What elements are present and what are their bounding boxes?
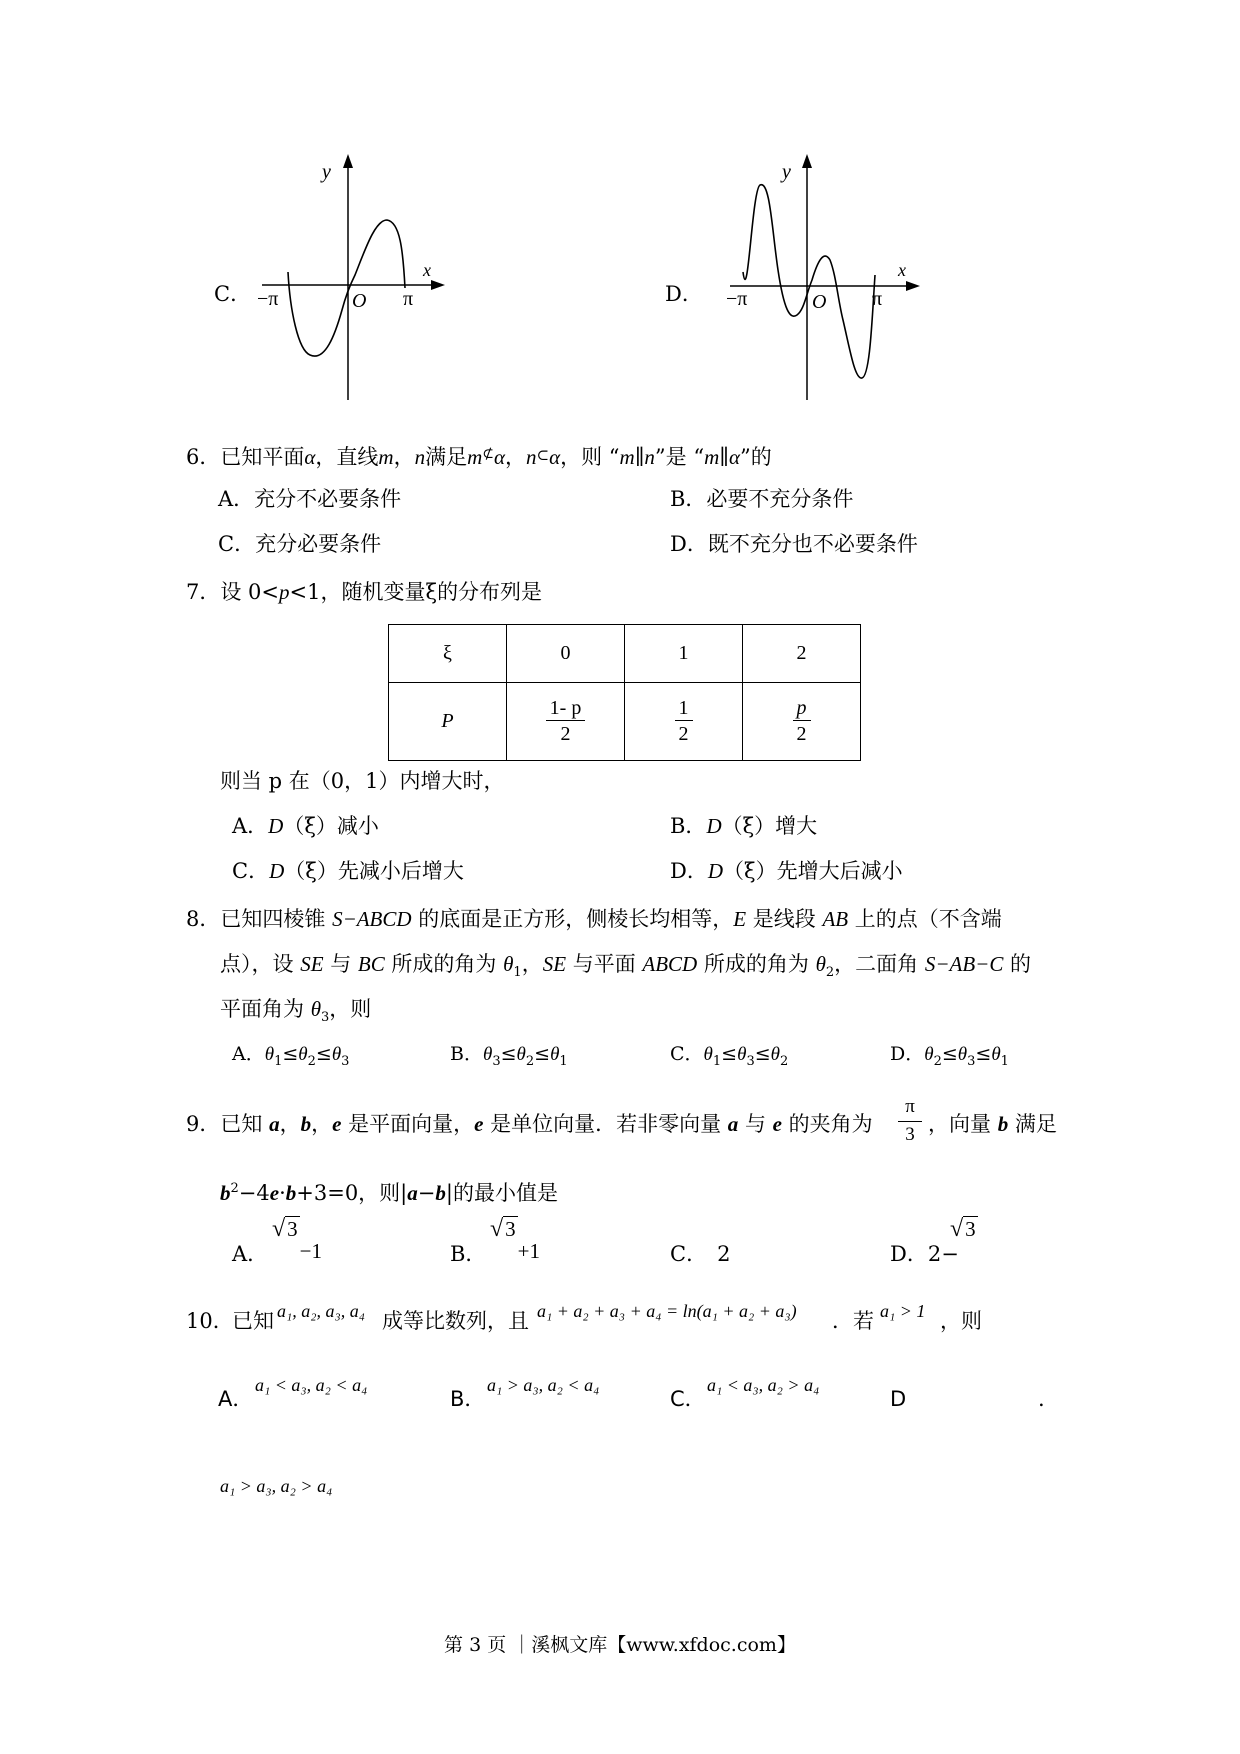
q7-text: <1，随机变量: [289, 580, 426, 604]
fraction: [546, 696, 586, 747]
q8-option-c: C．$\theta_1\le\theta_3\le\theta_2$: [670, 1043, 789, 1069]
q7-d: D: [706, 814, 722, 838]
table-cell: 2: [743, 625, 861, 683]
graph-c-label: C．: [214, 282, 252, 306]
q8-theta: θ: [924, 1044, 934, 1065]
q9-number: 9．: [186, 1112, 221, 1136]
graph-c-y-arrow: [343, 154, 353, 168]
option-text: （ξ）增大: [721, 814, 818, 838]
graph-c-curve: [288, 220, 405, 356]
graph-d-x-arrow: [906, 281, 920, 291]
q10-option-b-expr: a₁ > a₃, a₂ < a₄: [487, 1375, 600, 1395]
q6-text: ，则 “: [560, 445, 620, 469]
q8-text: 的: [1003, 952, 1032, 976]
graph-c-y-label: y: [322, 161, 331, 183]
q8-math: SE: [300, 952, 324, 976]
q9-vec-b: b: [435, 1181, 446, 1205]
q10-equation: a₁ + a₂ + a₃ + a₄ = ln(a₁ + a₂ + a₃): [537, 1301, 797, 1321]
q6-notsubset: ⊄: [482, 446, 494, 462]
q8-line-3: 平面角为 $\theta_3$，则: [220, 997, 372, 1026]
q9-option-d-sqrt: [950, 1216, 978, 1243]
option-label: B．: [670, 814, 707, 838]
q8-line-2: 点），设 SE 与 BC 所成的角为 $\theta_1$，SE 与平面 ABCD 所成的角为 $\theta_2$，二面角 S−AB−C 的: [220, 952, 1032, 981]
graph-d-curve: [743, 185, 875, 378]
q8-theta: θ: [957, 1044, 968, 1065]
graph-c-x-arrow: [431, 280, 445, 290]
q9-vec-b: b: [285, 1181, 297, 1205]
graph-d-y-label: y: [782, 161, 791, 183]
q8-theta: θ: [298, 1044, 308, 1065]
graph-d-origin: O: [812, 291, 827, 313]
q8-le: ≤: [500, 1043, 517, 1065]
q8-text: 所成的角为: [697, 952, 816, 976]
q10-option-b-label: B．: [450, 1387, 486, 1411]
q8-text: 与平面: [566, 952, 643, 976]
q6-m: m: [378, 445, 394, 469]
q7-d: D: [269, 859, 285, 883]
q8-option-d: D．$\theta_2\le\theta_3\le\theta_1$: [890, 1043, 1009, 1069]
q10-option-d-expr: a₁ > a₃, a₂ > a₄: [220, 1476, 333, 1496]
q6-m: m: [467, 445, 483, 469]
q7-text: 的分布列是: [437, 580, 543, 604]
q10-text-c: ．若: [832, 1309, 874, 1333]
q6-option-c: C．充分必要条件: [218, 532, 382, 556]
q8-number: 8．: [186, 907, 221, 931]
radicand: 3: [505, 1217, 516, 1241]
fraction: [793, 696, 811, 747]
fraction: [675, 696, 693, 747]
q9-option-a-label: A．: [232, 1242, 269, 1266]
q6-text: ，: [393, 445, 415, 469]
q8-text: ，则: [329, 997, 372, 1021]
q8-theta: θ: [991, 1044, 1001, 1065]
option-label: C．: [670, 1242, 708, 1266]
q10-option-a-expr: a₁ < a₃, a₂ < a₄: [255, 1375, 368, 1395]
q6-option-a: A．充分不必要条件: [218, 487, 402, 511]
graph-c-x-label: x: [423, 260, 431, 280]
q8-text: 已知四棱锥: [220, 907, 333, 931]
q6-n: n: [414, 445, 426, 469]
q6-alpha: α: [304, 445, 316, 469]
graph-c-neg-pi: −π: [257, 288, 279, 310]
q9-line-1-end: [928, 1110, 1057, 1138]
q7-text: 设 0<: [220, 580, 280, 604]
table-cell: ξ: [389, 625, 507, 683]
graph-d-pi: π: [872, 288, 883, 310]
q9-text: 与: [738, 1112, 773, 1136]
option-text: （ξ）减小: [283, 814, 379, 838]
q6-parallel: ∥: [719, 445, 729, 469]
q8-math: AB: [822, 907, 849, 931]
q6-m: m: [704, 445, 720, 469]
q9-option-c: [670, 1240, 730, 1268]
q6-alpha: α: [728, 445, 740, 469]
q8-le: ≤: [975, 1043, 992, 1065]
q7-p: p: [279, 580, 290, 604]
q8-theta: θ: [550, 1044, 560, 1065]
q9-vec-a: a: [269, 1112, 280, 1136]
q6-alpha: α: [549, 445, 561, 469]
graph-d: [700, 150, 925, 410]
q6-text: ，: [505, 445, 527, 469]
q8-math: SE: [542, 952, 567, 976]
q9-text: −4: [238, 1181, 270, 1205]
radicand: 3: [965, 1217, 976, 1241]
q7-d: D: [268, 814, 284, 838]
q10-text-b: 成等比数列，且: [382, 1309, 529, 1333]
q7-option-d: [670, 857, 903, 885]
q9-text: ，: [311, 1112, 333, 1136]
fraction-numerator: 1: [675, 696, 693, 721]
q9-vec-b: b: [997, 1112, 1009, 1136]
q8-text: 平面角为: [220, 997, 311, 1021]
table-cell: P: [389, 683, 507, 761]
option-label: A．: [232, 1043, 265, 1065]
table-cell: [625, 683, 743, 761]
q8-le: ≤: [941, 1043, 958, 1065]
q9-option-b-value: [490, 1216, 541, 1263]
option-label: C．: [670, 1043, 704, 1065]
q8-theta: θ: [737, 1044, 747, 1065]
q8-text: 与: [323, 952, 358, 976]
table-cell: 0: [507, 625, 625, 683]
q9-line-1: [186, 1110, 873, 1138]
q8-option-b: B．$\theta_3\le\theta_2\le\theta_1$: [450, 1043, 568, 1069]
q8-theta: θ: [815, 952, 826, 976]
fraction-numerator: π: [898, 1093, 922, 1122]
q8-text: 的底面是正方形，侧棱长均相等，: [411, 907, 734, 931]
q8-text: 上的点（不含端: [848, 907, 1002, 931]
q7-stem: [186, 578, 542, 606]
graph-c-pi: π: [403, 288, 414, 310]
q6-subset: ⊂: [536, 446, 550, 464]
graph-d-neg-pi: −π: [726, 288, 748, 310]
q9-text: −: [417, 1181, 436, 1205]
graph-c: [240, 150, 450, 410]
fraction-numerator: p: [793, 696, 811, 721]
table-row: [389, 683, 861, 761]
q8-math: S−ABCD: [332, 907, 412, 931]
q6-text: ”的: [739, 445, 772, 469]
q6-parallel: ∥: [634, 445, 645, 469]
option-label: A．: [232, 814, 269, 838]
q9-text: 是平面向量，: [341, 1112, 475, 1136]
q8-math: S−AB−C: [924, 952, 1004, 976]
q9-vec-e: e: [474, 1112, 484, 1136]
q7-after-table: 则当 p 在（0，1）内增大时，: [220, 769, 505, 793]
q10-text-a: 已知: [232, 1309, 274, 1333]
q8-text: 点），设: [220, 952, 301, 976]
q9-option-d: [890, 1240, 959, 1268]
sqrt-icon: √: [950, 1216, 964, 1242]
q8-text: ，: [521, 952, 543, 976]
q8-le: ≤: [282, 1043, 299, 1065]
q8-math: E: [733, 907, 747, 931]
fraction-denominator: 3: [905, 1124, 915, 1145]
q8-theta: θ: [516, 1044, 526, 1065]
fraction-denominator: 2: [678, 723, 689, 745]
q8-text: ，二面角: [834, 952, 925, 976]
q8-le: ≤: [721, 1043, 738, 1065]
q8-le: ≤: [315, 1043, 332, 1065]
q9-vec-a: a: [407, 1181, 418, 1205]
q9-line-2: $b^2-4e\cdot b+3=0$，则|a−b|的最小值是: [220, 1181, 558, 1205]
q10-condition: a₁ > 1: [880, 1301, 926, 1321]
q8-text: 所成的角为: [384, 952, 504, 976]
q8-le: ≤: [754, 1043, 771, 1065]
q9-vec-e: e: [269, 1181, 280, 1205]
q9-fraction: [898, 1093, 922, 1148]
sqrt-icon: √: [272, 1216, 286, 1242]
q7-xi: ξ: [425, 580, 438, 604]
option-label: D．: [890, 1242, 928, 1266]
table-row: [389, 625, 861, 683]
q10-option-d-label: D: [890, 1387, 907, 1411]
q9-vec-e: e: [772, 1112, 782, 1136]
q7-number: 7．: [186, 580, 221, 604]
distribution-table: [388, 624, 861, 761]
q8-theta: θ: [482, 1044, 493, 1065]
q6-text: 已知平面: [220, 445, 305, 469]
q9-vec-b: b: [220, 1181, 231, 1205]
graph-d-y-arrow: [802, 154, 812, 168]
q8-theta: θ: [264, 1044, 275, 1065]
graph-d-x-label: x: [898, 260, 906, 280]
q8-theta: θ: [331, 1044, 342, 1065]
q8-le: ≤: [534, 1043, 551, 1065]
q10-text-d: ，则: [940, 1309, 982, 1333]
q8-theta: θ: [310, 997, 322, 1021]
q9-text: ·: [279, 1181, 286, 1205]
q8-theta: θ: [770, 1044, 780, 1065]
table-cell: [507, 683, 625, 761]
q8-math: BC: [357, 952, 385, 976]
q10-option-c-label: C．: [670, 1387, 706, 1411]
q10-option-d-dot: .: [1038, 1387, 1045, 1411]
q10-option-a-label: A．: [218, 1387, 254, 1411]
q8-line-1: [186, 905, 1002, 933]
option-text: −1: [299, 1239, 323, 1263]
q6-number: 6．: [186, 445, 221, 469]
q8-theta: θ: [703, 1044, 713, 1065]
q9-text: 的夹角为: [781, 1112, 873, 1136]
option-label: B．: [450, 1043, 483, 1065]
fraction-numerator: 1- p: [546, 696, 586, 721]
graph-c-origin: O: [352, 290, 367, 312]
option-label: D．: [890, 1043, 925, 1065]
q10-number: 10．: [186, 1309, 234, 1333]
q9-option-a-value: [272, 1216, 323, 1263]
option-text: 2−: [927, 1242, 959, 1266]
q6-text: ”是 “: [654, 445, 705, 469]
page-footer: 第 3 页 ｜溪枫文库【www.xfdoc.com】: [444, 1634, 796, 1656]
option-text: （ξ）先增大后减小: [723, 859, 903, 883]
q6-m: m: [619, 445, 635, 469]
q9-text: 满足: [1008, 1112, 1057, 1136]
q9-vec-e: e: [332, 1112, 342, 1136]
q6-n: n: [644, 445, 655, 469]
fraction-denominator: 2: [560, 723, 571, 745]
q9-text: 是单位向量．若非零向量: [483, 1112, 728, 1136]
option-text: （ξ）先减小后增大: [284, 859, 464, 883]
q7-d: D: [707, 859, 724, 883]
q7-option-a: [232, 812, 379, 840]
q10-option-c-expr: a₁ < a₃, a₂ > a₄: [707, 1375, 820, 1395]
table-cell: [743, 683, 861, 761]
option-text: +1: [517, 1239, 541, 1263]
graph-d-label: D．: [665, 282, 703, 306]
radicand: 3: [287, 1217, 298, 1241]
q8-math: ABCD: [642, 952, 698, 976]
q9-option-b-label: B．: [450, 1242, 487, 1266]
q6-text: ，直线: [315, 445, 379, 469]
q9-vec-b: b: [300, 1112, 312, 1136]
q9-vec-a: a: [727, 1112, 739, 1136]
sqrt-icon: √: [490, 1216, 504, 1242]
q6-text: 满足: [425, 445, 468, 469]
q9-text: ，向量: [928, 1112, 998, 1136]
q9-text: 已知: [220, 1112, 270, 1136]
option-text: 2: [717, 1242, 731, 1266]
q8-theta: θ: [503, 952, 514, 976]
q6-stem: [186, 440, 772, 471]
option-label: C．: [232, 859, 270, 883]
option-label: D．: [670, 859, 708, 883]
fraction-denominator: 2: [796, 723, 807, 745]
q10-sequence: a₁, a₂, a₃, a₄: [277, 1301, 366, 1321]
q9-text: +3=0，则|: [296, 1181, 408, 1205]
q6-option-d: D．既不充分也不必要条件: [670, 532, 918, 556]
table-cell: 1: [625, 625, 743, 683]
q8-option-a: A．$\theta_1\le\theta_2\le\theta_3$: [232, 1043, 350, 1069]
q9-text: ，: [279, 1112, 301, 1136]
q6-n: n: [526, 445, 537, 469]
q7-option-c: [232, 857, 464, 885]
q9-text: |的最小值是: [445, 1181, 558, 1205]
q7-option-b: [670, 812, 817, 840]
q8-text: 是线段: [746, 907, 823, 931]
q6-alpha: α: [493, 445, 506, 469]
q6-option-b: B．必要不充分条件: [670, 487, 854, 511]
